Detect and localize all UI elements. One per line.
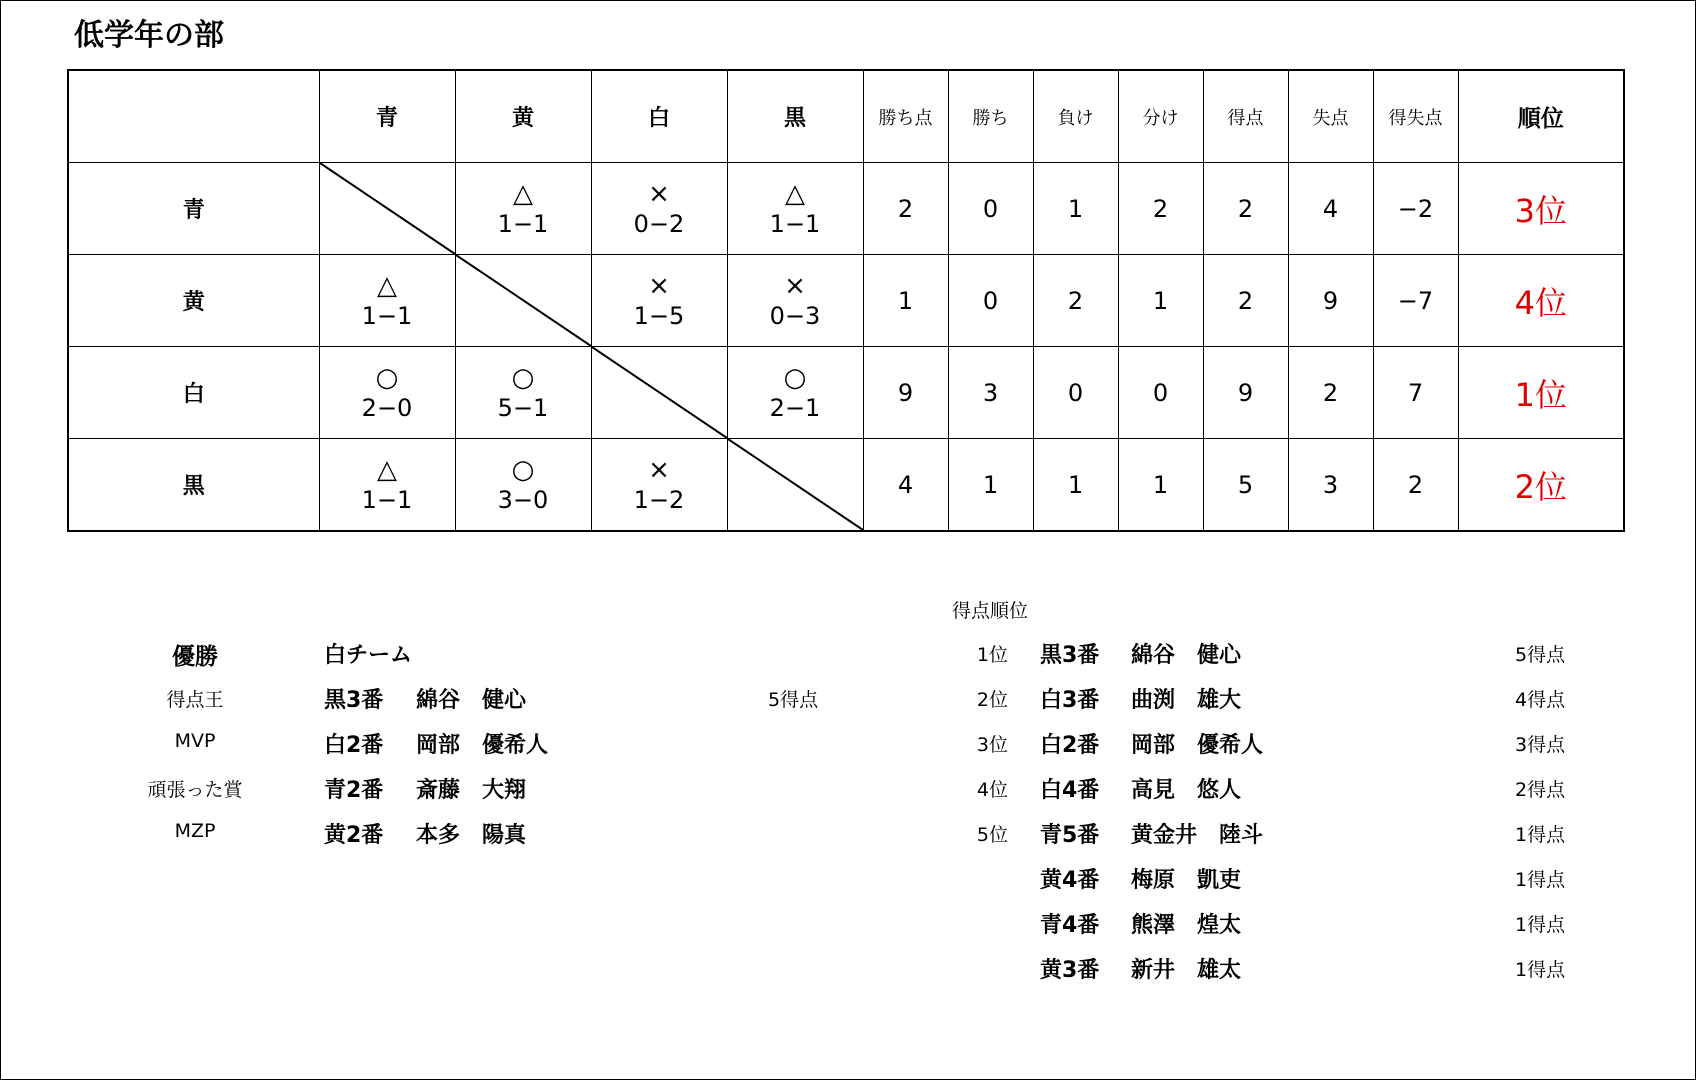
match-score: 1−1 xyxy=(361,301,413,330)
award-label: 優勝 xyxy=(172,644,218,670)
match-cell xyxy=(727,347,863,439)
stat-value: 9 xyxy=(1203,347,1288,439)
header-team: 青 xyxy=(319,70,455,163)
scorer-rank: 4位 xyxy=(976,779,1008,801)
award-player: 本多 陽真 xyxy=(416,823,527,848)
match-score: 1−1 xyxy=(769,209,821,238)
match-score: 0−3 xyxy=(769,301,821,330)
stat-value: 4 xyxy=(863,439,948,532)
row-team: 黄 xyxy=(68,255,319,347)
scorer-name: 高見 悠人 xyxy=(1131,778,1242,803)
stat-value: −2 xyxy=(1373,163,1458,255)
stat-value: 1 xyxy=(1118,439,1203,532)
match-cell xyxy=(591,255,727,347)
stat-value: 4 xyxy=(1288,163,1373,255)
scorer-team-number: 白2番 xyxy=(1040,733,1100,758)
match-cell xyxy=(591,439,727,532)
page-title: 低学年の部 xyxy=(74,18,224,53)
header-rank: 順位 xyxy=(1458,70,1624,163)
result-symbol: △ xyxy=(377,454,397,485)
match-cell xyxy=(455,163,591,255)
header-stat: 得失点 xyxy=(1373,70,1458,163)
stat-value: 2 xyxy=(1203,163,1288,255)
header-stat: 負け xyxy=(1033,70,1118,163)
scorer-points: 4得点 xyxy=(1515,689,1566,711)
scorer-points: 1得点 xyxy=(1515,914,1566,936)
match-score: 5−1 xyxy=(497,393,549,422)
header-stat: 勝ち点 xyxy=(863,70,948,163)
result-symbol: ○ xyxy=(375,362,399,393)
stat-value: 1 xyxy=(948,439,1033,532)
stat-value: 2 xyxy=(1288,347,1373,439)
stat-value: 1 xyxy=(1033,163,1118,255)
match-score: 1−1 xyxy=(497,209,549,238)
award-label: MVP xyxy=(174,730,216,752)
stat-value: 9 xyxy=(863,347,948,439)
stat-value: 9 xyxy=(1288,255,1373,347)
stat-value: 7 xyxy=(1373,347,1458,439)
stat-value: 0 xyxy=(948,255,1033,347)
row-team: 黒 xyxy=(68,439,319,532)
scorer-name: 綿谷 健心 xyxy=(1131,643,1242,668)
scorer-points: 3得点 xyxy=(1515,734,1566,756)
header-stat: 失点 xyxy=(1288,70,1373,163)
scorer-name: 曲渕 雄大 xyxy=(1131,688,1242,713)
diagonal-cell xyxy=(591,347,727,439)
match-cell xyxy=(319,255,455,347)
match-cell xyxy=(319,347,455,439)
result-symbol: × xyxy=(648,270,670,301)
rank-value: 4位 xyxy=(1458,255,1624,347)
scorer-team-number: 黒3番 xyxy=(1040,643,1100,668)
rank-value: 2位 xyxy=(1458,439,1624,532)
match-cell xyxy=(455,439,591,532)
result-symbol: ○ xyxy=(783,362,807,393)
scorer-points: 1得点 xyxy=(1515,959,1566,981)
stat-value: 1 xyxy=(1118,255,1203,347)
diagonal-line xyxy=(320,163,455,254)
award-points: 5得点 xyxy=(768,689,819,711)
scorer-name: 新井 雄太 xyxy=(1131,958,1242,983)
stat-value: 0 xyxy=(948,163,1033,255)
stat-value: 5 xyxy=(1203,439,1288,532)
stat-value: 1 xyxy=(863,255,948,347)
match-cell xyxy=(455,347,591,439)
award-player: 綿谷 健心 xyxy=(416,688,527,713)
scorer-team-number: 白3番 xyxy=(1040,688,1100,713)
award-label: 得点王 xyxy=(166,689,224,711)
league-table xyxy=(67,69,1625,532)
corner-cell xyxy=(68,70,319,163)
team-row xyxy=(68,347,1624,439)
team-row xyxy=(68,255,1624,347)
scorer-team-number: 黄3番 xyxy=(1040,958,1100,983)
stat-value: 2 xyxy=(863,163,948,255)
scorer-points: 2得点 xyxy=(1515,779,1566,801)
match-score: 2−0 xyxy=(361,393,413,422)
scorer-points: 1得点 xyxy=(1515,824,1566,846)
scorer-name: 岡部 優希人 xyxy=(1131,733,1264,758)
award-label: 頑張った賞 xyxy=(147,779,243,801)
stat-value: 2 xyxy=(1203,255,1288,347)
scorer-name: 熊澤 煌太 xyxy=(1131,913,1242,938)
stat-value: −7 xyxy=(1373,255,1458,347)
scorer-team-number: 黄4番 xyxy=(1040,868,1100,893)
scorer-name: 黄金井 陸斗 xyxy=(1131,823,1264,848)
diagonal-cell xyxy=(455,255,591,347)
result-symbol: △ xyxy=(377,270,397,301)
award-player: 岡部 優希人 xyxy=(416,733,549,758)
team-row xyxy=(68,439,1624,532)
match-cell xyxy=(727,163,863,255)
result-symbol: × xyxy=(784,270,806,301)
team-row xyxy=(68,163,1624,255)
scorer-team-number: 青4番 xyxy=(1040,913,1100,938)
stat-value: 0 xyxy=(1033,347,1118,439)
header-stat: 勝ち xyxy=(948,70,1033,163)
scorer-name: 梅原 凱吏 xyxy=(1131,868,1242,893)
diagonal-cell xyxy=(319,163,455,255)
scorer-ranking-title: 得点順位 xyxy=(952,600,1029,622)
award-label: MZP xyxy=(174,820,216,842)
header-stat: 得点 xyxy=(1203,70,1288,163)
match-score: 1−2 xyxy=(633,485,685,514)
diagonal-line xyxy=(728,439,863,530)
stat-value: 2 xyxy=(1033,255,1118,347)
stat-value: 2 xyxy=(1118,163,1203,255)
header-team: 白 xyxy=(591,70,727,163)
scorer-points: 5得点 xyxy=(1515,644,1566,666)
match-score: 0−2 xyxy=(633,209,685,238)
scorer-rank: 2位 xyxy=(976,689,1008,711)
header-stat: 分け xyxy=(1118,70,1203,163)
award-value: 黒3番 xyxy=(324,688,384,713)
stat-value: 3 xyxy=(948,347,1033,439)
stat-value: 1 xyxy=(1033,439,1118,532)
scorer-rank: 5位 xyxy=(976,824,1008,846)
match-cell xyxy=(591,163,727,255)
header-row xyxy=(68,70,1624,163)
rank-value: 1位 xyxy=(1458,347,1624,439)
award-value: 黄2番 xyxy=(324,823,384,848)
match-score: 2−1 xyxy=(769,393,821,422)
header-team: 黒 xyxy=(727,70,863,163)
scorer-team-number: 白4番 xyxy=(1040,778,1100,803)
result-symbol: × xyxy=(648,178,670,209)
award-value: 青2番 xyxy=(324,778,384,803)
diagonal-line xyxy=(456,255,591,346)
match-score: 1−1 xyxy=(361,485,413,514)
stat-value: 3 xyxy=(1288,439,1373,532)
rank-value: 3位 xyxy=(1458,163,1624,255)
award-value: 白チーム xyxy=(324,643,413,668)
result-symbol: △ xyxy=(785,178,805,209)
award-value: 白2番 xyxy=(324,733,384,758)
stat-value: 2 xyxy=(1373,439,1458,532)
stat-value: 0 xyxy=(1118,347,1203,439)
award-player: 斎藤 大翔 xyxy=(416,778,527,803)
match-cell xyxy=(727,255,863,347)
match-score: 3−0 xyxy=(497,485,549,514)
row-team: 青 xyxy=(68,163,319,255)
result-symbol: ○ xyxy=(511,454,535,485)
scorer-team-number: 青5番 xyxy=(1040,823,1100,848)
result-symbol: △ xyxy=(513,178,533,209)
diagonal-line xyxy=(592,347,727,438)
scorer-rank: 1位 xyxy=(976,644,1008,666)
match-cell xyxy=(319,439,455,532)
result-symbol: ○ xyxy=(511,362,535,393)
result-symbol: × xyxy=(648,454,670,485)
scorer-rank: 3位 xyxy=(976,734,1008,756)
scorer-points: 1得点 xyxy=(1515,869,1566,891)
header-team: 黄 xyxy=(455,70,591,163)
diagonal-cell xyxy=(727,439,863,532)
row-team: 白 xyxy=(68,347,319,439)
match-score: 1−5 xyxy=(633,301,685,330)
